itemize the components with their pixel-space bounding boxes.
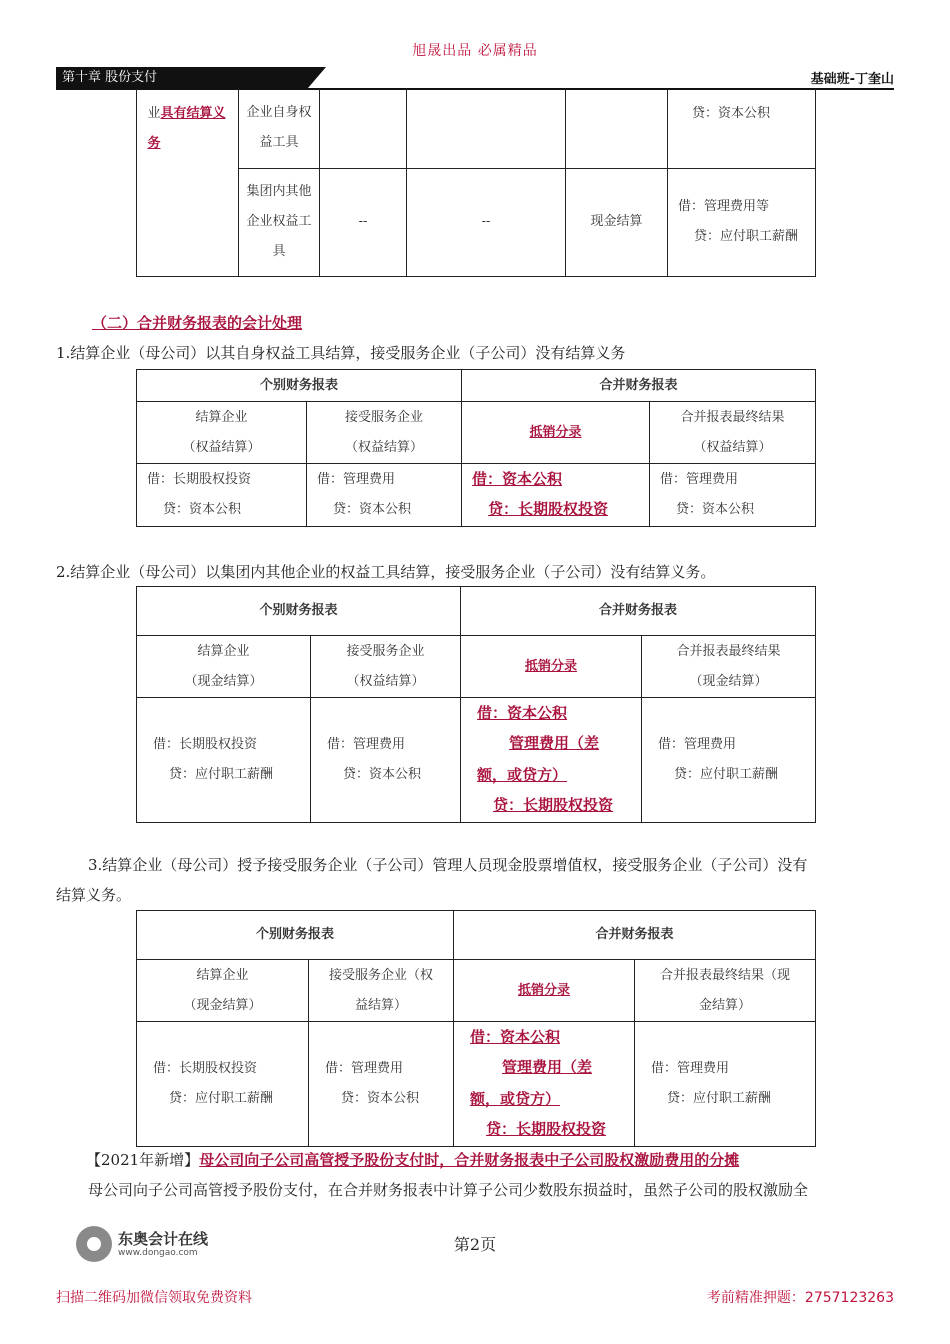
- entry-line: 借：管理费用: [317, 472, 396, 487]
- entry-line: 借：管理费用等: [678, 199, 770, 214]
- entry-line: [325, 1084, 447, 1114]
- entry-line: 借：资本公积: [472, 470, 563, 488]
- entry-line: [153, 1084, 302, 1114]
- entry-line: [678, 222, 809, 252]
- cell-line: 接受服务企业: [346, 643, 425, 659]
- entry-text: 贷：资本公积: [333, 502, 412, 517]
- elimination-label: 抵销分录: [518, 982, 571, 998]
- table-cell: [311, 636, 461, 698]
- table-row: [137, 698, 816, 823]
- new-2021-heading: [86, 1145, 894, 1175]
- entry-line: [477, 790, 635, 822]
- entry-line: 借：长期股权投资: [153, 1061, 258, 1076]
- brand-slogan: 旭晟出品 必属精品: [412, 43, 538, 59]
- cell-line: （权益结算）: [693, 439, 772, 455]
- cell-line: 接受服务企业: [345, 409, 424, 425]
- case3-table: [136, 910, 816, 1147]
- elimination-label: 抵销分录: [525, 658, 578, 674]
- table-row: [137, 960, 816, 1022]
- entry-text: 贷：长期股权投资: [488, 500, 609, 518]
- table-cell: 现金结算: [566, 168, 668, 276]
- table-cell: [137, 636, 311, 698]
- cell-line: （现金结算）: [183, 997, 262, 1013]
- table-cell: [668, 168, 816, 276]
- header-individual: 个别财务报表: [137, 587, 461, 636]
- table-cell: 集团内其他企业权益工具: [239, 168, 320, 276]
- obligation-label-highlight: 具有结算义务: [147, 106, 226, 151]
- case1-table: [136, 369, 816, 527]
- case2-description: 2.结算企业（母公司）以集团内其他企业的权益工具结算，接受服务企业（子公司）没有结算义务。: [56, 563, 716, 581]
- entry-text: 贷：长期股权投资: [493, 796, 614, 814]
- entry-text: 贷：应付职工薪酬: [169, 767, 274, 782]
- footer-left-note: 扫描二维码加微信领取免费资料: [56, 1290, 252, 1306]
- case3-description-cont: 结算义务。: [56, 886, 132, 904]
- elimination-label: 抵销分录: [529, 424, 582, 440]
- table-cell: [320, 89, 407, 168]
- table-cell: [635, 960, 816, 1022]
- header-individual: 个别财务报表: [137, 370, 462, 402]
- entry-line: 借：长期股权投资: [153, 737, 258, 752]
- entry-line: [658, 760, 809, 790]
- table-row: [137, 402, 816, 464]
- cell-line: （权益结算）: [182, 439, 261, 455]
- table-cell: [137, 698, 311, 823]
- entry-text: 管理费用（差: [502, 1058, 593, 1076]
- table-cell: [642, 636, 816, 698]
- entry-text: 贷：资本公积: [343, 767, 422, 782]
- cell-line: 金结算）: [699, 997, 752, 1013]
- table-cell: [462, 402, 650, 464]
- table-cell: [137, 464, 307, 527]
- header-individual: 个别财务报表: [137, 911, 454, 960]
- entry-line: [327, 760, 454, 790]
- table-cell: [311, 698, 461, 823]
- new-2021-title: 母公司向子公司高管授予股份支付时，合并财务报表中子公司股权激励费用的分摊: [199, 1151, 740, 1169]
- entry-line: [660, 495, 809, 525]
- entry-text: 贷：资本公积: [341, 1091, 420, 1106]
- logo-url: www.dongao.com: [118, 1248, 198, 1258]
- entry-line: 借：管理费用: [325, 1061, 404, 1076]
- table-cell: --: [320, 168, 407, 276]
- table-cell: [635, 1022, 816, 1147]
- entry-line: [147, 495, 300, 525]
- table-row: [137, 89, 816, 168]
- table-row: [137, 1022, 816, 1147]
- entry-text: 贷：长期股权投资: [486, 1120, 607, 1138]
- logo-name: 东奥会计在线: [118, 1230, 209, 1248]
- entry-line: 借：管理费用: [658, 737, 737, 752]
- table-row: [137, 911, 816, 960]
- section-title: （二）合并财务报表的会计处理: [92, 314, 303, 332]
- entry-line: [470, 1052, 628, 1084]
- cell-line: （现金结算）: [689, 673, 768, 689]
- table-cell: [309, 1022, 454, 1147]
- table-cell: [461, 698, 642, 823]
- entry-line: 借：资本公积: [470, 1028, 561, 1046]
- table-row: [137, 168, 816, 276]
- page-number: 第2页: [453, 1235, 497, 1254]
- entry-line: [472, 494, 643, 526]
- cell-line: 益结算）: [355, 997, 408, 1013]
- table-cell: [650, 402, 816, 464]
- table-cell: [650, 464, 816, 527]
- cell-line: （现金结算）: [184, 673, 263, 689]
- entry-line: 额，或贷方）: [477, 766, 568, 784]
- table-row: [137, 587, 816, 636]
- new-2021-body: 母公司向子公司高管授予股份支付，在合并财务报表中计算子公司少数股东损益时，虽然子公司的股权激励全: [88, 1181, 809, 1199]
- obligation-label-prefix: 业: [147, 106, 161, 121]
- case2-table: [136, 586, 816, 823]
- cell-line: 结算企业: [195, 409, 248, 425]
- entry-line: [470, 1114, 628, 1146]
- obligation-label: [148, 99, 228, 159]
- entry-line: 借：长期股权投资: [147, 472, 252, 487]
- entry-text: 贷：资本公积: [676, 502, 755, 517]
- table-cell: [137, 402, 307, 464]
- table-cell: 贷：资本公积: [668, 89, 816, 168]
- table-cell: [462, 464, 650, 527]
- table-cell: --: [407, 168, 566, 276]
- table-row: [137, 636, 816, 698]
- cell-line: （权益结算）: [346, 673, 425, 689]
- header-consolidated: 合并财务报表: [462, 370, 816, 402]
- table-cell: [461, 636, 642, 698]
- table-cell: [137, 89, 239, 276]
- table-cell: [307, 464, 462, 527]
- cell-line: 结算企业: [196, 967, 249, 983]
- cell-line: 结算企业: [197, 643, 250, 659]
- continued-table: [136, 89, 816, 277]
- entry-text: 管理费用（差: [509, 734, 600, 752]
- entry-text: 贷：应付职工薪酬: [169, 1091, 274, 1106]
- table-cell: [454, 960, 635, 1022]
- new-2021-tag: 【2021年新增】: [86, 1151, 200, 1169]
- cell-line: 接受服务企业（权: [329, 967, 434, 983]
- entry-line: 借：管理费用: [660, 472, 739, 487]
- course-name: 基础班-丁奎山: [810, 72, 894, 87]
- entry-line: [651, 1084, 809, 1114]
- chapter-bar-decoration: [308, 67, 326, 88]
- entry-text: 贷：应付职工薪酬: [674, 767, 779, 782]
- case1-description: 1.结算企业（母公司）以其自身权益工具结算，接受服务企业（子公司）没有结算义务: [56, 344, 626, 362]
- entry-line: [477, 728, 635, 760]
- entry-line: 借：资本公积: [477, 704, 568, 722]
- chapter-title: 第十章 股份支付: [56, 67, 308, 88]
- cell-line: 合并报表最终结果: [680, 409, 785, 425]
- table-cell: [566, 89, 668, 168]
- cell-line: （权益结算）: [345, 439, 424, 455]
- table-cell: [309, 960, 454, 1022]
- entry-text: 贷：应付职工薪酬: [694, 229, 799, 244]
- footer-right-note: 考前精准押题：2757123263: [706, 1290, 894, 1306]
- entry-line: 借：管理费用: [651, 1061, 730, 1076]
- table-cell: [642, 698, 816, 823]
- entry-line: [153, 760, 304, 790]
- table-row: [137, 370, 816, 402]
- table-cell: [137, 960, 309, 1022]
- entry-line: [317, 495, 455, 525]
- entry-text: 贷：资本公积: [163, 502, 242, 517]
- entry-line: 额，或贷方）: [470, 1090, 561, 1108]
- case3-description: 3.结算企业（母公司）授予接受服务企业（子公司）管理人员现金股票增值权，接受服务企业（子公司）没有: [88, 856, 808, 874]
- table-cell: [454, 1022, 635, 1147]
- table-row: [137, 464, 816, 527]
- table-cell: [307, 402, 462, 464]
- header-consolidated: 合并财务报表: [454, 911, 816, 960]
- entry-line: 借：管理费用: [327, 737, 406, 752]
- table-cell: 企业自身权益工具: [239, 89, 320, 168]
- cell-line: 合并报表最终结果: [676, 643, 781, 659]
- header-consolidated: 合并财务报表: [461, 587, 816, 636]
- entry-text: 贷：应付职工薪酬: [667, 1091, 772, 1106]
- table-cell: [407, 89, 566, 168]
- cell-line: 合并报表最终结果（现: [660, 967, 791, 983]
- table-cell: [137, 1022, 309, 1147]
